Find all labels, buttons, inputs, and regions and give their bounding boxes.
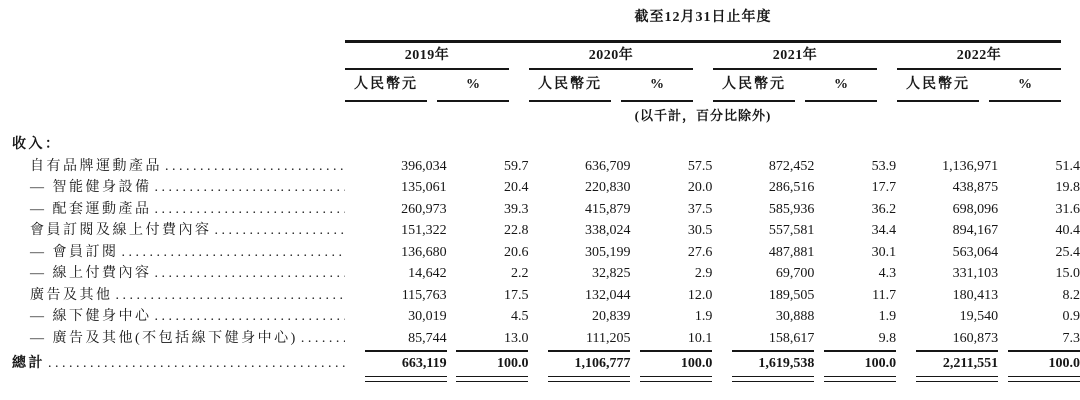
amount-header: 人民幣元	[345, 75, 427, 102]
total-percent-value: 100.0	[1048, 356, 1080, 371]
percent-header: %	[437, 75, 509, 102]
year-value-group	[549, 199, 713, 221]
section-label: 收入：	[12, 137, 62, 152]
rule-group	[548, 350, 712, 352]
column-header-group	[529, 75, 693, 102]
amount-value: 14,642	[408, 266, 447, 281]
row-label: — 線下健身中心	[30, 309, 152, 324]
percent-value: 40.4	[1055, 223, 1080, 238]
sum-rule	[548, 350, 630, 352]
year-value-group	[365, 242, 529, 264]
total-percent-value: 100.0	[864, 356, 897, 371]
row-label: 自有品牌運動產品	[30, 158, 162, 174]
percent-value: 17.5	[504, 287, 529, 303]
percent-value: 39.3	[504, 201, 529, 217]
year-label: 2022年	[897, 46, 1061, 70]
table-row	[12, 285, 1080, 307]
total-amount-value: 2,211,551	[942, 356, 999, 371]
double-rule-row	[12, 375, 1080, 385]
year-value-group	[916, 242, 1080, 264]
year-label: 2020年	[529, 46, 693, 70]
sum-rule	[456, 350, 528, 352]
year-value-group	[732, 199, 896, 221]
row-label: — 配套運動產品	[30, 201, 152, 217]
table-row	[12, 328, 1080, 350]
total-percent-value: 100.0	[680, 356, 713, 371]
leader-dots	[162, 156, 345, 178]
total-amount-value: 663,119	[401, 356, 447, 371]
year-value-group	[549, 220, 713, 242]
amount-value: 158,617	[768, 330, 815, 346]
year-value-group	[916, 353, 1080, 375]
rule-group	[916, 350, 1080, 352]
leader-dots	[113, 285, 345, 307]
amount-value: 894,167	[952, 223, 999, 238]
percent-value: 34.4	[871, 223, 897, 238]
amount-value: 30,888	[775, 309, 815, 324]
double-rule	[1008, 376, 1080, 383]
percent-value: 11.7	[872, 287, 897, 303]
amount-header: 人民幣元	[713, 75, 795, 102]
sum-rule	[732, 350, 814, 352]
row-label-cell	[12, 263, 345, 285]
table-row	[12, 220, 1080, 242]
year-value-group	[549, 242, 713, 264]
table-row	[12, 306, 1080, 328]
year-value-group	[365, 306, 529, 328]
row-label-cell	[12, 199, 345, 221]
double-rule	[548, 376, 630, 383]
year-value-group	[732, 285, 896, 307]
year-value-group	[916, 177, 1080, 199]
double-rule	[916, 376, 998, 383]
amount-value: 872,452	[768, 158, 815, 174]
rule-group	[732, 350, 896, 352]
year-value-group	[549, 306, 713, 328]
year-value-group	[732, 220, 896, 242]
sum-rule	[365, 350, 447, 352]
amount-value: 1,136,971	[942, 158, 999, 174]
percent-value: 4.5	[511, 309, 529, 324]
table-body	[0, 134, 1080, 385]
percent-value: 25.4	[1055, 244, 1080, 260]
amount-value: 415,879	[585, 201, 631, 217]
year-value-group	[365, 328, 529, 350]
table-rows	[12, 156, 1080, 385]
leader-dots	[152, 199, 345, 221]
double-rule	[456, 376, 528, 383]
year-value-group	[549, 328, 713, 350]
rule-group	[916, 376, 1080, 383]
unit-note: (以千計，百分比除外)	[634, 108, 772, 123]
amount-value: 698,096	[952, 201, 999, 217]
percent-value: 22.8	[504, 223, 529, 238]
row-label-cell	[12, 220, 345, 242]
leader-dots	[45, 353, 345, 375]
amount-value: 260,973	[401, 201, 447, 217]
year-value-group	[549, 156, 713, 178]
percent-value: 2.2	[511, 266, 529, 281]
percent-value: 36.2	[871, 201, 897, 217]
percent-value: 30.5	[687, 223, 713, 238]
amount-value: 305,199	[585, 244, 631, 260]
percent-value: 19.8	[1055, 180, 1080, 195]
percent-value: 10.1	[687, 330, 713, 346]
row-label-cell	[12, 285, 345, 307]
row-label: 會員訂閱及線上付費內容	[30, 223, 212, 238]
column-header-group	[897, 75, 1061, 102]
rule-group	[548, 376, 712, 383]
section-row	[12, 134, 1080, 156]
year-value-group	[549, 177, 713, 199]
total-row	[12, 353, 1080, 375]
total-amount-value: 1,619,538	[758, 356, 815, 371]
year-value-group	[549, 263, 713, 285]
percent-value: 1.9	[878, 309, 897, 324]
row-label-cell	[12, 306, 345, 328]
year-value-group	[365, 220, 529, 242]
double-rule	[365, 376, 447, 383]
percent-value: 12.0	[687, 287, 713, 303]
amount-value: 220,830	[585, 180, 631, 195]
amount-value: 132,044	[585, 287, 631, 303]
percent-value: 0.9	[1062, 309, 1080, 324]
leader-dots	[298, 328, 345, 350]
year-value-group	[365, 177, 529, 199]
amount-header: 人民幣元	[529, 75, 611, 102]
percent-value: 51.4	[1055, 158, 1080, 174]
amount-value: 135,061	[401, 180, 447, 195]
year-value-group	[732, 306, 896, 328]
year-value-group	[548, 353, 712, 375]
leader-dots	[119, 242, 345, 264]
percent-header: %	[989, 75, 1061, 102]
row-label-cell	[12, 177, 345, 199]
percent-value: 17.7	[871, 180, 897, 195]
amount-value: 331,103	[952, 266, 999, 281]
year-value-group	[365, 156, 529, 178]
table-row	[12, 199, 1080, 221]
double-rule	[732, 376, 814, 383]
percent-header: %	[805, 75, 877, 102]
table-row	[12, 156, 1080, 178]
table-title: 截至12月31日止年度	[634, 10, 772, 25]
table-row	[12, 242, 1080, 264]
year-value-group	[916, 263, 1080, 285]
amount-value: 585,936	[768, 201, 815, 217]
amount-value: 180,413	[952, 287, 999, 303]
amount-header: 人民幣元	[897, 75, 979, 102]
row-label: — 智能健身設備	[30, 180, 152, 195]
percent-value: 31.6	[1055, 201, 1080, 217]
amount-value: 20,839	[592, 309, 631, 324]
year-value-group	[916, 156, 1080, 178]
year-value-group	[732, 156, 896, 178]
percent-value: 20.4	[504, 180, 529, 195]
row-label-cell	[12, 156, 345, 178]
year-value-group	[732, 263, 896, 285]
year-value-group	[732, 177, 896, 199]
percent-value: 53.9	[871, 158, 897, 174]
amount-value: 636,709	[585, 158, 631, 174]
total-percent-value: 100.0	[496, 356, 529, 371]
year-value-group	[549, 285, 713, 307]
percent-value: 1.9	[694, 309, 713, 324]
amount-value: 30,019	[408, 309, 447, 324]
row-label: — 廣告及其他(不包括線下健身中心)	[30, 330, 298, 346]
row-label-cell	[12, 353, 345, 375]
year-value-group	[732, 328, 896, 350]
total-amount-value: 1,106,777	[574, 356, 631, 371]
year-value-group	[365, 285, 529, 307]
year-value-group	[916, 306, 1080, 328]
row-label: 廣告及其他	[30, 287, 113, 303]
year-value-group	[916, 220, 1080, 242]
row-label-cell	[12, 242, 345, 264]
percent-value: 20.6	[504, 244, 529, 260]
amount-value: 487,881	[768, 244, 815, 260]
table-row	[12, 263, 1080, 285]
year-label: 2019年	[345, 46, 509, 70]
year-value-group	[365, 263, 529, 285]
amount-value: 338,024	[585, 223, 631, 238]
percent-header: %	[621, 75, 693, 102]
amount-value: 115,763	[401, 287, 447, 303]
year-value-group	[916, 199, 1080, 221]
percent-value: 4.3	[878, 266, 897, 281]
year-value-group	[365, 353, 529, 375]
percent-value: 59.7	[504, 158, 529, 174]
year-value-group	[365, 199, 529, 221]
column-header-group	[713, 75, 877, 102]
year-label: 2021年	[713, 46, 877, 70]
column-header-row	[345, 75, 1061, 102]
total-label: 總計	[12, 356, 45, 371]
sum-rule	[1008, 350, 1080, 352]
percent-value: 20.0	[687, 180, 713, 195]
year-header-row	[345, 46, 1061, 70]
amount-value: 286,516	[768, 180, 815, 195]
percent-value: 2.9	[694, 266, 713, 281]
header-top-rule	[345, 40, 1061, 43]
rule-group	[732, 376, 896, 383]
year-value-group	[732, 353, 896, 375]
amount-value: 151,322	[401, 223, 447, 238]
amount-value: 136,680	[401, 244, 447, 260]
leader-dots	[152, 177, 345, 199]
double-rule	[640, 376, 712, 383]
row-label: — 會員訂閱	[30, 244, 119, 260]
percent-value: 30.1	[871, 244, 897, 260]
percent-value: 15.0	[1055, 266, 1080, 281]
rule-group	[365, 350, 529, 352]
amount-value: 396,034	[401, 158, 447, 174]
amount-value: 189,505	[768, 287, 815, 303]
year-value-group	[732, 242, 896, 264]
leader-dots	[152, 263, 345, 285]
amount-value: 19,540	[959, 309, 999, 324]
row-label: — 線上付費內容	[30, 266, 152, 281]
percent-value: 37.5	[687, 201, 713, 217]
amount-value: 557,581	[768, 223, 815, 238]
column-header-group	[345, 75, 509, 102]
sum-rule	[640, 350, 712, 352]
amount-value: 438,875	[952, 180, 999, 195]
percent-value: 8.2	[1062, 287, 1080, 303]
year-value-group	[916, 328, 1080, 350]
year-value-group	[916, 285, 1080, 307]
percent-value: 13.0	[504, 330, 529, 346]
amount-value: 32,825	[592, 266, 631, 281]
leader-dots	[212, 220, 345, 242]
sum-rule	[824, 350, 896, 352]
table-row	[12, 177, 1080, 199]
sum-rule	[916, 350, 998, 352]
leader-dots	[152, 306, 345, 328]
row-label-cell	[12, 328, 345, 350]
percent-value: 57.5	[687, 158, 713, 174]
rule-group	[365, 376, 529, 383]
amount-value: 85,744	[408, 330, 447, 346]
percent-value: 27.6	[687, 244, 713, 260]
amount-value: 563,064	[952, 244, 999, 260]
percent-value: 7.3	[1062, 330, 1080, 346]
amount-value: 69,700	[775, 266, 815, 281]
percent-value: 9.8	[878, 330, 897, 346]
double-rule	[824, 376, 896, 383]
amount-value: 111,205	[586, 330, 631, 346]
amount-value: 160,873	[952, 330, 999, 346]
